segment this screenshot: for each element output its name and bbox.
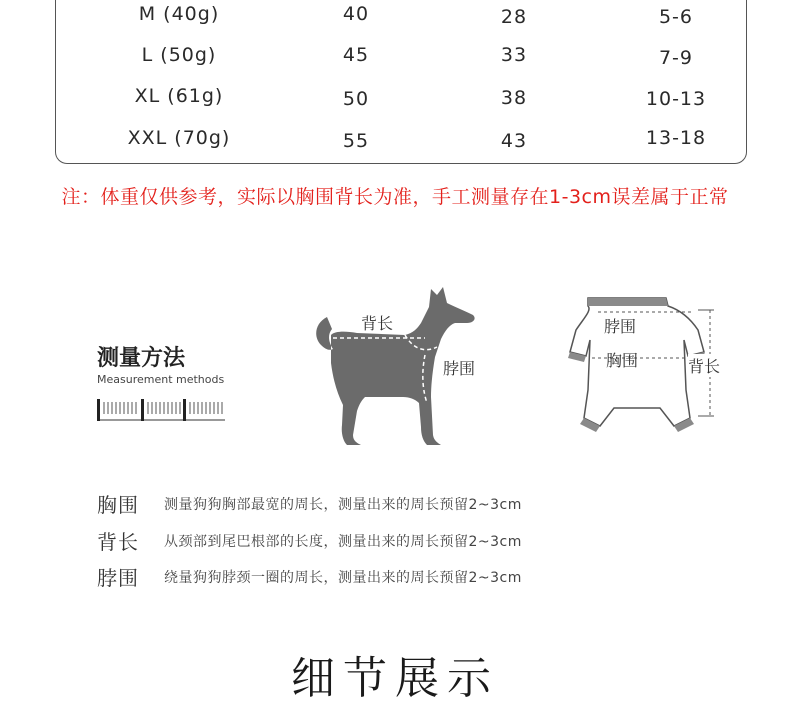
back-cell: 28 xyxy=(500,6,528,28)
weight-cell: 7-9 xyxy=(658,47,694,69)
dog-figure xyxy=(305,285,490,450)
clothes-label-chest: 胸围 xyxy=(606,351,639,370)
clothes-label-back: 背长 xyxy=(688,354,720,377)
table-row xyxy=(56,85,746,115)
dog-label-chest: 胸围 xyxy=(365,403,398,422)
measurement-term: 胸围 xyxy=(97,493,139,517)
size-cell: L (50g) xyxy=(141,44,217,66)
size-cell: XL (61g) xyxy=(134,85,224,107)
back-cell: 43 xyxy=(500,130,528,152)
measurement-term: 脖围 xyxy=(97,566,139,590)
weight-cell: 5-6 xyxy=(658,6,694,28)
table-row xyxy=(56,44,746,74)
measurement-desc: 从颈部到尾巴根部的长度，测量出来的周长预留2~3cm xyxy=(164,534,522,550)
neck-cell: 40 xyxy=(342,3,370,25)
back-cell: 33 xyxy=(500,44,528,66)
table-row xyxy=(56,3,746,33)
weight-cell: 13-18 xyxy=(645,127,707,149)
weight-cell: 10-13 xyxy=(645,88,707,110)
method-title: 测量方法 xyxy=(97,346,186,371)
table-row xyxy=(56,127,746,157)
ruler-icon xyxy=(97,396,227,422)
size-table xyxy=(55,0,747,164)
measurement-desc: 绕量狗狗脖颈一圈的周长，测量出来的周长预留2~3cm xyxy=(164,570,522,586)
clothes-figure xyxy=(548,290,738,450)
back-cell: 38 xyxy=(500,87,528,109)
measurement-term: 背长 xyxy=(97,530,139,554)
neck-cell: 50 xyxy=(342,88,370,110)
neck-cell: 45 xyxy=(342,44,370,66)
size-note: 注：体重仅供参考，实际以胸围背长为准，手工测量存在1-3cm误差属于正常 xyxy=(61,186,729,208)
neck-cell: 55 xyxy=(342,130,370,152)
section-title: 细节展示 xyxy=(291,653,499,704)
clothes-label-neck: 脖围 xyxy=(604,317,637,336)
size-cell: XXL (70g) xyxy=(127,127,231,149)
measurement-desc: 测量狗狗胸部最宽的周长，测量出来的周长预留2~3cm xyxy=(164,497,522,513)
method-subtitle: Measurement methods xyxy=(97,373,225,386)
dog-label-back: 背长 xyxy=(361,314,394,333)
dog-label-neck: 脖围 xyxy=(443,359,476,378)
size-cell: M (40g) xyxy=(138,3,220,25)
